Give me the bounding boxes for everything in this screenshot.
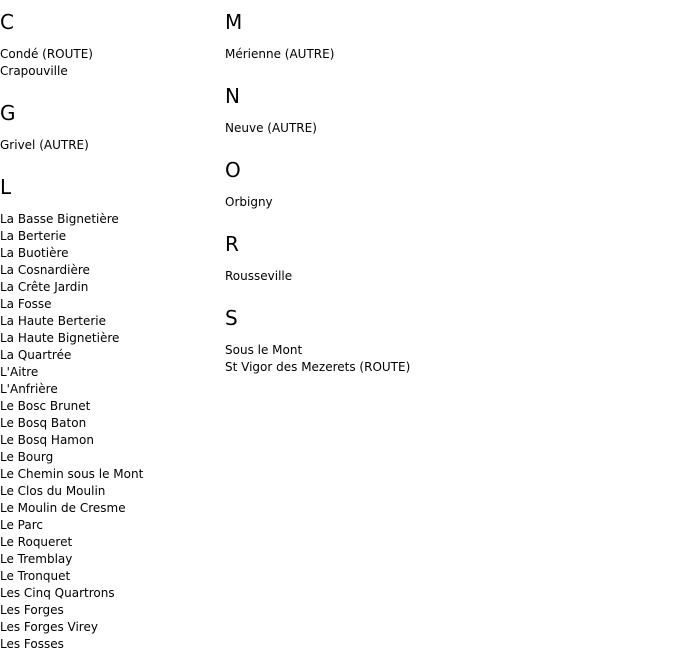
- left-column: [0, 8, 220, 653]
- street-link[interactable]: La Quartrée: [0, 348, 72, 362]
- street-link[interactable]: Les Cinq Quartrons: [0, 586, 115, 600]
- street-list: [0, 211, 220, 653]
- letter-group-n: [225, 82, 665, 137]
- street-link[interactable]: La Crête Jardin: [0, 280, 89, 294]
- street-list: [225, 194, 665, 211]
- street-link[interactable]: Les Fosses: [0, 637, 64, 651]
- street-link[interactable]: Le Roqueret: [0, 535, 73, 549]
- street-link[interactable]: La Haute Berterie: [0, 314, 107, 328]
- street-list: [0, 137, 220, 154]
- street-link[interactable]: Condé (ROUTE): [0, 47, 93, 61]
- letter-group-o: [225, 156, 665, 211]
- letter-heading: S: [225, 306, 238, 330]
- street-link[interactable]: La Buotière: [0, 246, 69, 260]
- street-link[interactable]: Le Bosc Brunet: [0, 399, 91, 413]
- street-link[interactable]: Le Bourg: [0, 450, 54, 464]
- street-link[interactable]: Le Clos du Moulin: [0, 484, 106, 498]
- street-list: [225, 120, 665, 137]
- letter-group-m: [225, 8, 665, 63]
- letter-group-g: [0, 99, 220, 154]
- letter-heading: C: [0, 10, 14, 34]
- street-link[interactable]: L'Aitre: [0, 365, 39, 379]
- street-link[interactable]: Crapouville: [0, 64, 68, 78]
- letter-group-c: [0, 8, 220, 80]
- street-link[interactable]: St Vigor des Mezerets (ROUTE): [225, 360, 411, 374]
- street-link[interactable]: L'Anfrière: [0, 382, 58, 396]
- letter-group-l: [0, 173, 220, 653]
- street-link[interactable]: Le Chemin sous le Mont: [0, 467, 144, 481]
- letter-heading: L: [0, 175, 12, 199]
- letter-heading: G: [0, 101, 16, 125]
- letter-heading: O: [225, 158, 241, 182]
- street-link[interactable]: La Fosse: [0, 297, 52, 311]
- street-link[interactable]: La Berterie: [0, 229, 67, 243]
- street-link[interactable]: La Cosnardière: [0, 263, 90, 277]
- right-column: [225, 8, 665, 376]
- street-link[interactable]: Orbigny: [225, 195, 273, 209]
- street-list: [225, 342, 665, 376]
- street-link[interactable]: La Haute Bignetière: [0, 331, 120, 345]
- street-link[interactable]: Grivel (AUTRE): [0, 138, 89, 152]
- letter-heading: M: [225, 10, 243, 34]
- street-link[interactable]: Le Moulin de Cresme: [0, 501, 126, 515]
- street-link[interactable]: Le Tremblay: [0, 552, 73, 566]
- street-link[interactable]: Neuve (AUTRE): [225, 121, 317, 135]
- street-list: [225, 46, 665, 63]
- street-link[interactable]: La Basse Bignetière: [0, 212, 119, 226]
- street-link[interactable]: Mérienne (AUTRE): [225, 47, 335, 61]
- street-link[interactable]: Sous le Mont: [225, 343, 303, 357]
- letter-heading: N: [225, 84, 240, 108]
- letter-group-r: [225, 230, 665, 285]
- street-list: [0, 46, 220, 80]
- street-link[interactable]: Le Bosq Hamon: [0, 433, 94, 447]
- letter-group-s: [225, 304, 665, 376]
- street-link[interactable]: Les Forges Virey: [0, 620, 98, 634]
- street-link[interactable]: Le Bosq Baton: [0, 416, 87, 430]
- street-link[interactable]: Rousseville: [225, 269, 293, 283]
- street-link[interactable]: Le Tronquet: [0, 569, 71, 583]
- street-link[interactable]: Les Forges: [0, 603, 64, 617]
- letter-heading: R: [225, 232, 239, 256]
- street-list: [225, 268, 665, 285]
- street-link[interactable]: Le Parc: [0, 518, 43, 532]
